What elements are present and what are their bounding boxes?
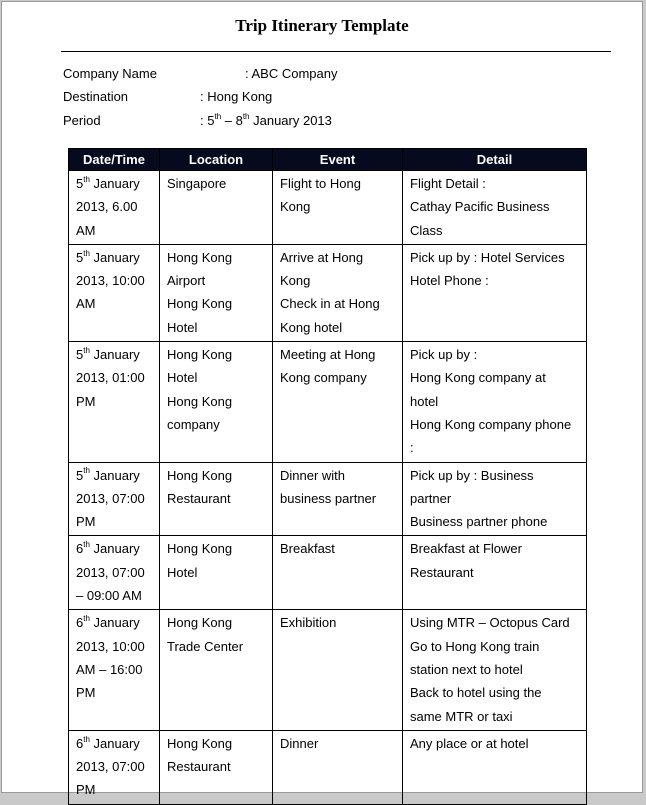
- cell-location: [160, 342, 273, 462]
- cell-detail: [403, 171, 587, 245]
- cell-line: 2013, 07:00: [76, 759, 145, 775]
- info-value: : ABC Company: [245, 66, 338, 81]
- column-header-location: Location: [160, 149, 273, 171]
- cell-detail: [403, 536, 587, 610]
- table-row: [69, 462, 587, 536]
- cell-line: 2013, 07:00: [76, 564, 145, 580]
- cell-line: Hotel: [167, 319, 198, 335]
- cell-line: AM: [76, 296, 96, 312]
- cell-line: Kong: [280, 273, 311, 289]
- info-label: Period: [63, 113, 101, 128]
- cell-line: Singapore: [167, 176, 227, 191]
- cell-date: [69, 462, 160, 536]
- cell-line: Meeting at Hong: [280, 347, 376, 363]
- document-title: Trip Itinerary Template: [235, 16, 409, 35]
- cell-line: Hong Kong company phone: [410, 416, 572, 432]
- cell-line: Hong Kong: [167, 615, 233, 631]
- cell-line: Hotel: [167, 370, 198, 386]
- cell-line: Flight Detail :: [410, 176, 486, 191]
- table-row: [69, 342, 587, 462]
- cell-line: Any place or at hotel: [410, 735, 529, 751]
- info-company-name: [63, 66, 338, 81]
- cell-line: Dinner: [280, 735, 319, 751]
- cell-line: 5th January: [76, 248, 140, 265]
- cell-line: Restaurant: [167, 759, 231, 775]
- cell-line: Restaurant: [167, 490, 231, 506]
- table-row: [69, 171, 587, 245]
- cell-line: hotel: [410, 393, 439, 409]
- cell-line: Hong Kong: [167, 541, 233, 557]
- cell-line: AM – 16:00: [76, 661, 143, 677]
- cell-line: Dinner with: [280, 467, 346, 483]
- cell-line: Pick up by : Business: [410, 467, 534, 483]
- cell-event: [273, 462, 403, 536]
- cell-location: [160, 610, 273, 730]
- cell-event: [273, 244, 403, 341]
- table-row: [69, 610, 587, 730]
- title-divider: [61, 51, 611, 52]
- cell-line: 5th January: [76, 174, 140, 191]
- cell-line: Hotel Phone :: [410, 273, 489, 289]
- cell-event: [273, 342, 403, 462]
- cell-line: Hong Kong: [167, 347, 233, 363]
- cell-line: Hong Kong: [167, 249, 233, 265]
- cell-line: 6th January: [76, 734, 140, 751]
- cell-line: PM: [76, 393, 96, 409]
- cell-line: AM: [76, 222, 96, 238]
- cell-event: [273, 730, 403, 804]
- cell-line: PM: [76, 514, 96, 530]
- cell-line: Using MTR – Octopus Card: [410, 615, 570, 631]
- cell-line: Kong hotel: [280, 319, 343, 335]
- cell-location: [160, 244, 273, 341]
- cell-detail: [403, 730, 587, 804]
- cell-date: [69, 730, 160, 804]
- column-header-date: Date/Time: [69, 149, 160, 171]
- cell-line: station next to hotel: [410, 661, 523, 677]
- cell-location: [160, 171, 273, 245]
- cell-line: Class: [410, 222, 443, 238]
- cell-location: [160, 536, 273, 610]
- cell-line: Breakfast: [280, 541, 335, 557]
- cell-location: [160, 462, 273, 536]
- cell-line: Check in at Hong: [280, 296, 380, 312]
- cell-date: [69, 536, 160, 610]
- info-period: [63, 111, 332, 128]
- cell-event: [273, 536, 403, 610]
- table-row: [69, 730, 587, 804]
- cell-detail: [403, 462, 587, 536]
- cell-detail: [403, 244, 587, 341]
- info-value: : Hong Kong: [200, 89, 273, 104]
- cell-line: Cathay Pacific Business: [410, 199, 550, 215]
- table-row: [69, 244, 587, 341]
- info-destination: [63, 89, 273, 104]
- cell-line: Hong Kong: [167, 467, 233, 483]
- cell-event: [273, 610, 403, 730]
- cell-line: Trade Center: [167, 638, 244, 654]
- cell-line: 6th January: [76, 540, 140, 557]
- cell-line: 2013, 01:00: [76, 370, 145, 386]
- cell-date: [69, 244, 160, 341]
- cell-line: Kong company: [280, 370, 367, 386]
- cell-line: Hong Kong: [167, 393, 233, 409]
- cell-line: 2013, 07:00: [76, 490, 145, 506]
- cell-line: Business partner phone: [410, 514, 548, 530]
- cell-line: PM: [76, 685, 96, 701]
- cell-line: business partner: [280, 490, 377, 506]
- cell-line: Airport: [167, 273, 206, 289]
- cell-line: Exhibition: [280, 615, 337, 631]
- cell-line: partner: [410, 490, 452, 506]
- itinerary-table: [68, 148, 587, 805]
- column-header-event: Event: [273, 149, 403, 171]
- table-header-row: [69, 149, 587, 171]
- cell-line: Breakfast at Flower: [410, 541, 522, 557]
- cell-line: Back to hotel using the: [410, 685, 542, 701]
- column-header-detail: Detail: [403, 149, 587, 171]
- cell-line: same MTR or taxi: [410, 708, 513, 724]
- cell-line: PM: [76, 782, 96, 798]
- cell-line: Arrive at Hong: [280, 249, 364, 265]
- info-label: Destination: [63, 89, 129, 104]
- cell-line: Hong Kong company at: [410, 370, 546, 386]
- cell-detail: [403, 610, 587, 730]
- info-label: Company Name: [63, 66, 157, 81]
- cell-line: Hong Kong: [167, 296, 233, 312]
- cell-line: Restaurant: [410, 564, 474, 580]
- cell-line: Hotel: [167, 564, 198, 580]
- cell-line: company: [167, 416, 220, 432]
- cell-date: [69, 610, 160, 730]
- cell-line: 6th January: [76, 614, 140, 631]
- cell-line: Pick up by : Hotel Services: [410, 249, 565, 265]
- cell-line: 5th January: [76, 466, 140, 483]
- cell-line: 2013, 10:00: [76, 638, 145, 654]
- cell-line: Kong: [280, 199, 311, 215]
- cell-line: 5th January: [76, 345, 140, 363]
- cell-date: [69, 342, 160, 462]
- cell-line: – 09:00 AM: [76, 588, 142, 604]
- cell-line: 2013, 10:00: [76, 273, 145, 289]
- cell-event: [273, 171, 403, 245]
- cell-line: Flight to Hong: [280, 176, 361, 191]
- cell-line: Go to Hong Kong train: [410, 638, 540, 654]
- document-page: [1, 1, 643, 798]
- cell-date: [69, 171, 160, 245]
- cell-line: Hong Kong: [167, 735, 233, 751]
- table-row: [69, 536, 587, 610]
- cell-line: Pick up by :: [410, 347, 478, 363]
- cell-line: :: [410, 440, 414, 456]
- cell-detail: [403, 342, 587, 462]
- info-value: : 5th – 8th January 2013: [200, 111, 332, 128]
- cell-location: [160, 730, 273, 804]
- cell-line: 2013, 6.00: [76, 199, 138, 215]
